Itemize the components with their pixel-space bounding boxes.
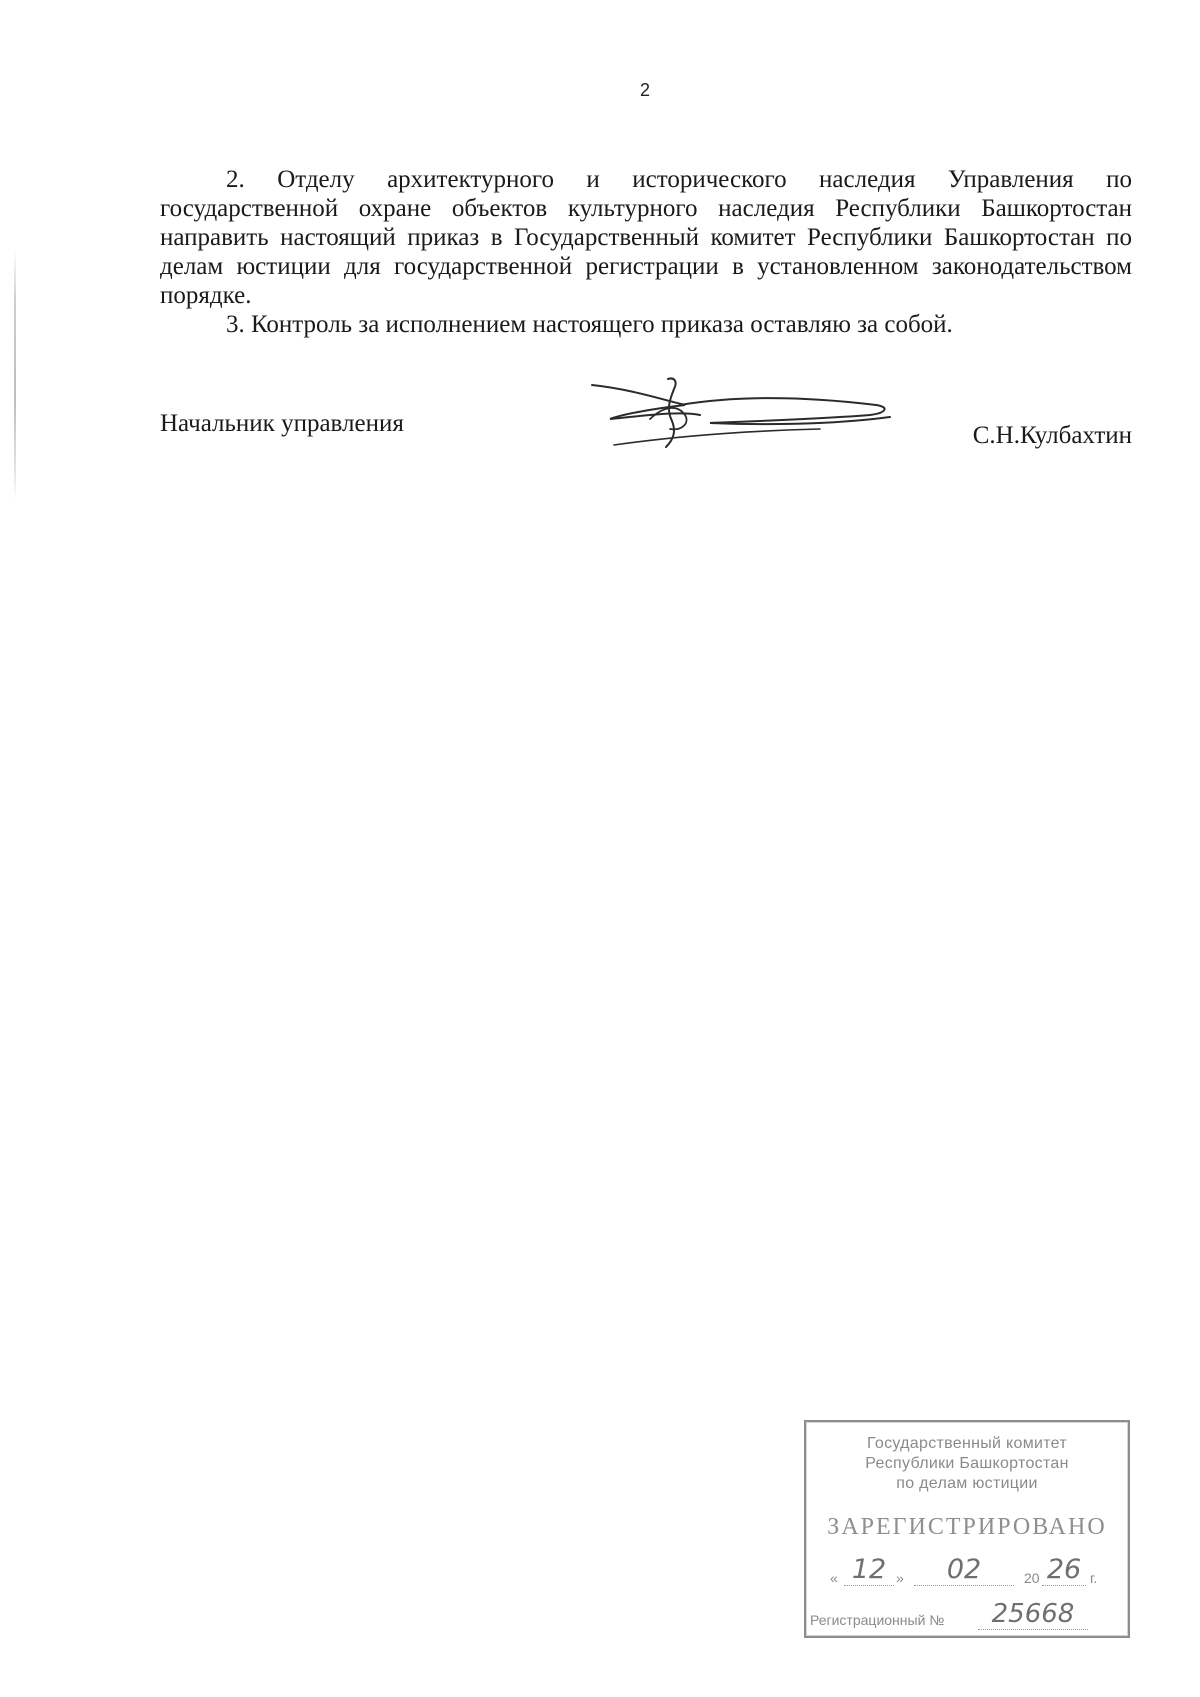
- stamp-close-quote: »: [896, 1570, 904, 1586]
- stamp-open-quote: «: [830, 1570, 838, 1586]
- stamp-year-prefix: 20: [1024, 1570, 1040, 1586]
- stamp-registration: [810, 1598, 1126, 1632]
- scan-edge-artifact: [14, 250, 16, 500]
- signatory-name: С.Н.Кулбахтин: [972, 422, 1132, 449]
- stamp-reg-label: Регистрационный №: [810, 1612, 945, 1628]
- stamp-month: 02: [914, 1554, 1014, 1586]
- stamp-date: [830, 1554, 1120, 1590]
- page-number: 2: [639, 80, 650, 100]
- stamp-org-line: Республики Башкортостан: [865, 1455, 1069, 1472]
- registration-stamp: [804, 1420, 1130, 1638]
- paragraph-3: 3. Контроль за исполнением настоящего приказа оставляю за собой.: [226, 311, 953, 338]
- stamp-organization: [806, 1434, 1128, 1494]
- stamp-reg-number: 25668: [978, 1599, 1088, 1630]
- stamp-org-line: по делам юстиции: [896, 1475, 1038, 1492]
- order-text: [160, 165, 1132, 339]
- stamp-org-line: Государственный комитет: [867, 1435, 1067, 1452]
- stamp-year-suffix: 26: [1042, 1554, 1086, 1586]
- stamp-day: 12: [844, 1554, 894, 1586]
- paragraph-2: 2. Отделу архитектурного и исторического наследия Управления по государственной охране объектов культурного наследия Республики Башкортостан направить настоящий приказ в Государственный комитет Республики Башкортостан по делам юстиции для государственной регистрации в установленном законодательством порядке.: [160, 166, 1132, 309]
- handwritten-signature: [590, 375, 920, 455]
- stamp-year-unit: г.: [1090, 1570, 1098, 1586]
- signatory-position: Начальник управления: [160, 410, 404, 437]
- stamp-title: ЗАРЕГИСТРИРОВАНО: [827, 1514, 1107, 1540]
